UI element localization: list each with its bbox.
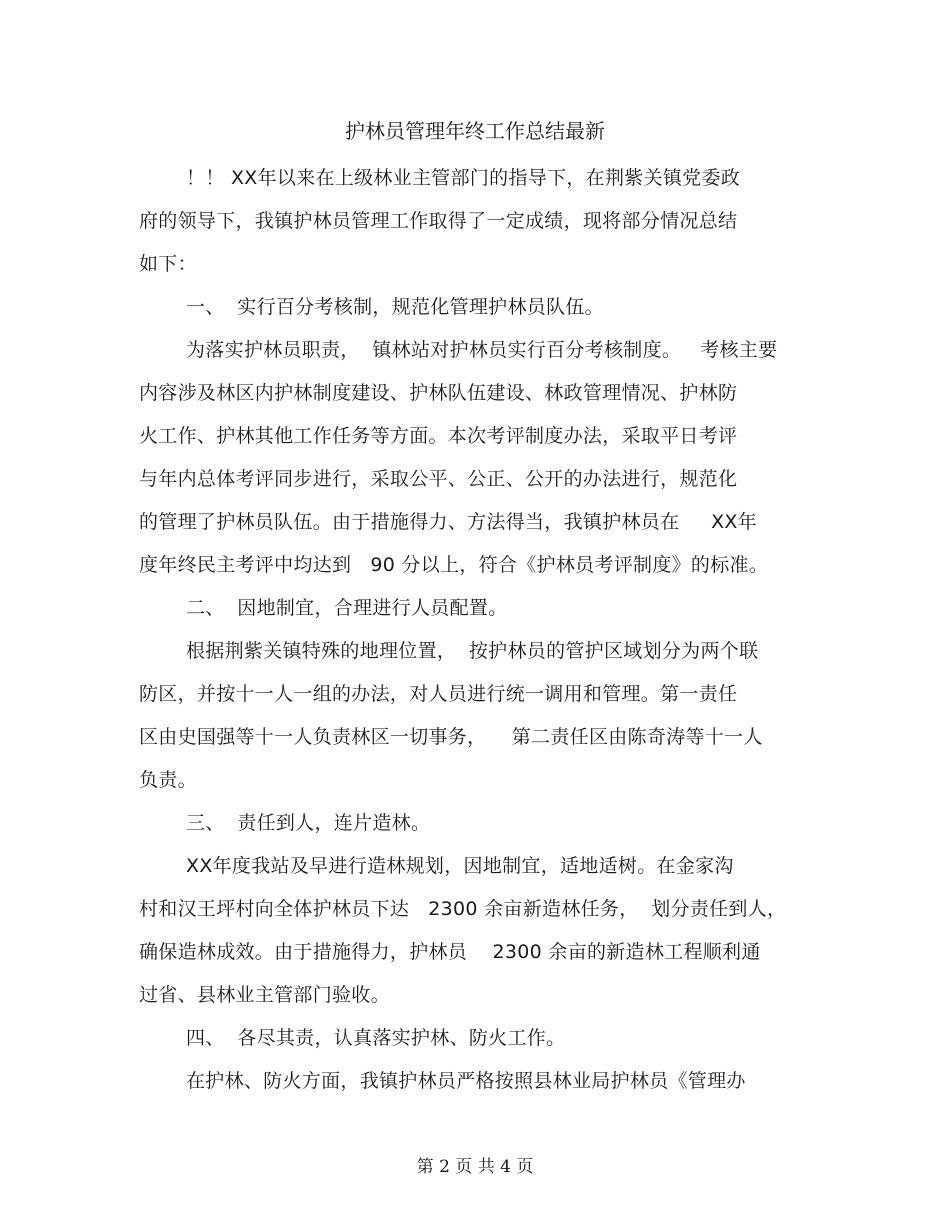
- document-title: 护林员管理年终工作总结最新: [345, 119, 605, 143]
- paragraph-line: 在护林、防火方面，我镇护林员严格按照县林业局护林员《管理办: [186, 1070, 746, 1092]
- paragraph-line: 根据荆紫关镇特殊的地理位置， 按护林员的管护区域划分为两个联: [186, 640, 759, 662]
- section-heading-3: 三、 责任到人，连片造林。: [186, 812, 431, 834]
- section-heading-2: 二、 因地制宜，合理进行人员配置。: [186, 597, 508, 619]
- paragraph-line: 防区，并按十一人一组的办法，对人员进行统一调用和管理。第一责任: [139, 683, 738, 705]
- paragraph-line: 为落实护林员职责， 镇林站对护林员实行百分考核制度。 考核主要: [186, 339, 778, 361]
- paragraph-line: 负责。: [139, 769, 197, 791]
- paragraph-line: 过省、县林业主管部门验收。: [139, 984, 390, 1006]
- paragraph-line: 度年终民主考评中均达到 90 分以上，符合《护林员考评制度》的标准。: [139, 554, 769, 576]
- page-footer: 第 2 页 共 4 页: [416, 1157, 534, 1177]
- paragraph-line: 与年内总体考评同步进行，采取公平、公正、公开的办法进行，规范化: [139, 468, 738, 490]
- section-heading-1: 一、 实行百分考核制，规范化管理护林员队伍。: [186, 296, 604, 318]
- paragraph-line: ！！ XX年以来在上级林业主管部门的指导下，在荆紫关镇党委政: [186, 167, 741, 189]
- paragraph-line: 火工作、护林其他工作任务等方面。本次考评制度办法，采取平日考评: [139, 425, 738, 447]
- paragraph-line: XX年度我站及早进行造林规划，因地制宜，适地适树。在金家沟: [186, 855, 734, 877]
- paragraph-line: 如下：: [139, 253, 197, 275]
- paragraph-line: 内容涉及林区内护林制度建设、护林队伍建设、林政管理情况、护林防: [139, 382, 738, 404]
- section-heading-4: 四、 各尽其责，认真落实护林、防火工作。: [186, 1027, 566, 1049]
- paragraph-line: 府的领导下，我镇护林员管理工作取得了一定成绩，现将部分情况总结: [139, 210, 738, 232]
- paragraph-line: 的管理了护林员队伍。由于措施得力、方法得当，我镇护林员在 XX年: [139, 511, 758, 533]
- paragraph-line: 区由史国强等十一人负责林区一切事务， 第二责任区由陈奇涛等十一人: [139, 726, 763, 748]
- paragraph-line: 确保造林成效。由于措施得力，护林员 2300 余亩的新造林工程顺利通: [139, 941, 761, 963]
- paragraph-line: 村和汉王坪村向全体护林员下达 2300 余亩新造林任务， 划分责任到人，: [139, 898, 787, 920]
